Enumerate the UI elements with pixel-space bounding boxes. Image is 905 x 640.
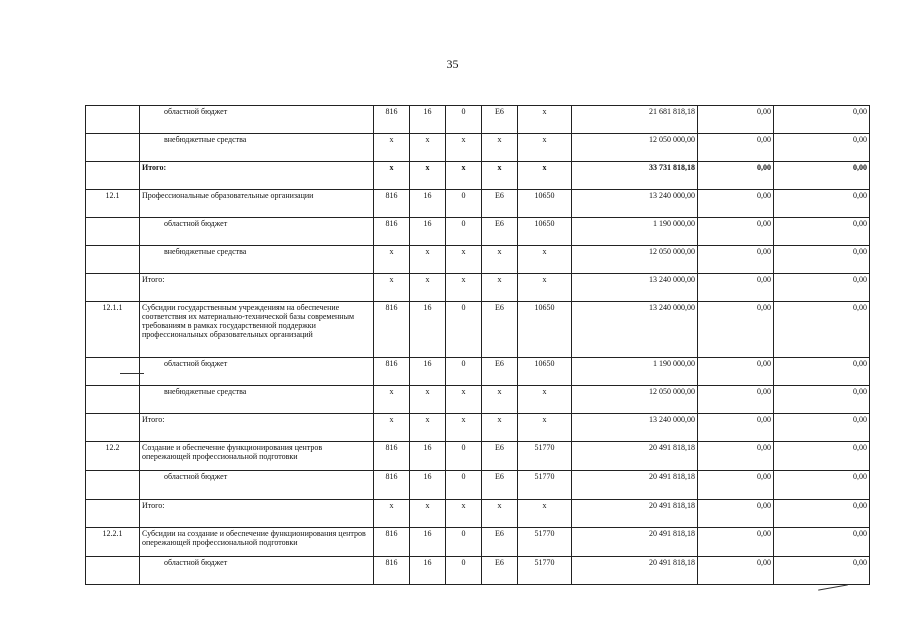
row-code [86, 414, 140, 442]
row-amount: 20 491 818,18 [572, 557, 698, 585]
row-project-code: х [482, 274, 518, 302]
row-project-code: Е6 [482, 442, 518, 471]
row-value-2: 0,00 [698, 246, 774, 274]
row-code: 12.1.1 [86, 302, 140, 358]
row-item-code: 10650 [518, 358, 572, 386]
row-value-3: 0,00 [774, 442, 870, 471]
row-value-3: 0,00 [774, 471, 870, 500]
row-ministry-code: 816 [374, 302, 410, 358]
row-amount: 12 050 000,00 [572, 134, 698, 162]
row-value-3: 0,00 [774, 358, 870, 386]
row-project-code: х [482, 134, 518, 162]
row-item-code: 51770 [518, 528, 572, 557]
row-item-code: 10650 [518, 218, 572, 246]
row-ministry-code: 816 [374, 358, 410, 386]
row-program-code: 0 [446, 218, 482, 246]
row-item-code: х [518, 134, 572, 162]
row-ministry-code: 816 [374, 190, 410, 218]
row-section-code: 16 [410, 218, 446, 246]
row-amount: 13 240 000,00 [572, 302, 698, 358]
row-value-2: 0,00 [698, 414, 774, 442]
row-value-3: 0,00 [774, 557, 870, 585]
row-description: областной бюджет [140, 218, 374, 246]
row-item-code: 10650 [518, 302, 572, 358]
row-amount: 20 491 818,18 [572, 528, 698, 557]
table-row [86, 190, 870, 218]
row-section-code: х [410, 274, 446, 302]
row-ministry-code: х [374, 274, 410, 302]
row-value-3: 0,00 [774, 134, 870, 162]
row-section-code: 16 [410, 471, 446, 500]
table-row [86, 134, 870, 162]
page-number: 35 [446, 57, 459, 71]
row-ministry-code: 816 [374, 528, 410, 557]
row-section-code: 16 [410, 106, 446, 134]
row-section-code: 16 [410, 190, 446, 218]
row-amount: 13 240 000,00 [572, 414, 698, 442]
row-code [86, 500, 140, 528]
row-program-code: х [446, 246, 482, 274]
row-description: областной бюджет [140, 106, 374, 134]
row-ministry-code: 816 [374, 106, 410, 134]
row-program-code: 0 [446, 528, 482, 557]
row-section-code: х [410, 134, 446, 162]
row-project-code: Е6 [482, 218, 518, 246]
row-ministry-code: 816 [374, 557, 410, 585]
row-project-code: х [482, 414, 518, 442]
row-item-code: 51770 [518, 557, 572, 585]
row-project-code: Е6 [482, 190, 518, 218]
row-ministry-code: х [374, 134, 410, 162]
row-section-code: 16 [410, 302, 446, 358]
row-description: областной бюджет [140, 358, 374, 386]
table-row [86, 557, 870, 585]
row-code [86, 134, 140, 162]
row-code: 12.1 [86, 190, 140, 218]
table-row [86, 386, 870, 414]
row-ministry-code: х [374, 246, 410, 274]
row-code: 12.2 [86, 442, 140, 471]
row-ministry-code: х [374, 162, 410, 190]
row-value-3: 0,00 [774, 246, 870, 274]
table-row [86, 471, 870, 500]
row-code: 12.2.1 [86, 528, 140, 557]
row-value-3: 0,00 [774, 106, 870, 134]
row-ministry-code: 816 [374, 442, 410, 471]
row-program-code: х [446, 414, 482, 442]
row-value-2: 0,00 [698, 106, 774, 134]
row-ministry-code: 816 [374, 471, 410, 500]
row-amount: 1 190 000,00 [572, 358, 698, 386]
table-row [86, 218, 870, 246]
row-description: внебюджетные средства [140, 386, 374, 414]
row-description: внебюджетные средства [140, 134, 374, 162]
row-amount: 20 491 818,18 [572, 500, 698, 528]
row-value-3: 0,00 [774, 218, 870, 246]
row-code [86, 162, 140, 190]
row-description: областной бюджет [140, 557, 374, 585]
row-code [86, 246, 140, 274]
row-project-code: Е6 [482, 358, 518, 386]
row-code [86, 274, 140, 302]
row-code [86, 358, 140, 386]
row-program-code: 0 [446, 557, 482, 585]
table-row [86, 274, 870, 302]
row-value-3: 0,00 [774, 528, 870, 557]
margin-mark [818, 584, 848, 590]
row-ministry-code: х [374, 386, 410, 414]
row-value-2: 0,00 [698, 358, 774, 386]
row-section-code: 16 [410, 442, 446, 471]
row-value-3: 0,00 [774, 414, 870, 442]
row-value-3: 0,00 [774, 190, 870, 218]
row-value-2: 0,00 [698, 274, 774, 302]
row-value-2: 0,00 [698, 190, 774, 218]
table-row [86, 302, 870, 358]
row-section-code: х [410, 246, 446, 274]
row-code [86, 386, 140, 414]
row-amount: 13 240 000,00 [572, 274, 698, 302]
table-row [86, 358, 870, 386]
row-description: Профессиональные образовательные организации [140, 190, 374, 218]
row-value-2: 0,00 [698, 302, 774, 358]
row-project-code: Е6 [482, 106, 518, 134]
row-item-code: 10650 [518, 190, 572, 218]
row-value-2: 0,00 [698, 162, 774, 190]
row-value-2: 0,00 [698, 218, 774, 246]
row-item-code: х [518, 162, 572, 190]
row-amount: 1 190 000,00 [572, 218, 698, 246]
row-amount: 20 491 818,18 [572, 442, 698, 471]
row-code [86, 218, 140, 246]
row-section-code: х [410, 162, 446, 190]
row-value-3: 0,00 [774, 302, 870, 358]
row-value-3: 0,00 [774, 162, 870, 190]
row-program-code: 0 [446, 442, 482, 471]
row-program-code: х [446, 162, 482, 190]
row-value-2: 0,00 [698, 134, 774, 162]
row-description: внебюджетные средства [140, 246, 374, 274]
row-description: Итого: [140, 274, 374, 302]
row-amount: 21 681 818,18 [572, 106, 698, 134]
row-code [86, 557, 140, 585]
row-code [86, 106, 140, 134]
row-code [86, 471, 140, 500]
row-program-code: х [446, 386, 482, 414]
row-description: Итого: [140, 162, 374, 190]
row-item-code: х [518, 246, 572, 274]
row-item-code: 51770 [518, 471, 572, 500]
row-project-code: Е6 [482, 302, 518, 358]
table-row [86, 528, 870, 557]
row-description: Создание и обеспечение функционирования центров опережающей профессиональной подготовки [140, 442, 374, 471]
row-description: Субсидии на создание и обеспечение функционирования центров опережающей профессиональной подготовки [140, 528, 374, 557]
row-project-code: х [482, 162, 518, 190]
row-value-3: 0,00 [774, 274, 870, 302]
row-project-code: х [482, 246, 518, 274]
table-row [86, 500, 870, 528]
row-ministry-code: х [374, 500, 410, 528]
row-amount: 33 731 818,18 [572, 162, 698, 190]
budget-table [85, 105, 870, 585]
row-value-2: 0,00 [698, 442, 774, 471]
row-program-code: 0 [446, 471, 482, 500]
row-project-code: Е6 [482, 557, 518, 585]
row-value-3: 0,00 [774, 500, 870, 528]
row-program-code: 0 [446, 302, 482, 358]
row-section-code: 16 [410, 557, 446, 585]
row-description: областной бюджет [140, 471, 374, 500]
row-project-code: Е6 [482, 471, 518, 500]
row-value-2: 0,00 [698, 386, 774, 414]
table-row [86, 106, 870, 134]
table-row [86, 162, 870, 190]
row-section-code: х [410, 500, 446, 528]
row-amount: 20 491 818,18 [572, 471, 698, 500]
row-program-code: 0 [446, 358, 482, 386]
row-section-code: 16 [410, 358, 446, 386]
row-project-code: х [482, 500, 518, 528]
row-section-code: х [410, 386, 446, 414]
row-value-2: 0,00 [698, 528, 774, 557]
row-description: Итого: [140, 500, 374, 528]
row-section-code: 16 [410, 528, 446, 557]
row-description: Субсидии государственным учреждениям на обеспечение соответствия их материально-технической базы современным требованиям в рамках государственной поддержки профессиональных образовательных организаций [140, 302, 374, 358]
margin-mark [120, 373, 144, 374]
row-program-code: х [446, 274, 482, 302]
row-item-code: х [518, 386, 572, 414]
row-project-code: Е6 [482, 528, 518, 557]
row-item-code: х [518, 274, 572, 302]
row-value-3: 0,00 [774, 386, 870, 414]
row-program-code: 0 [446, 190, 482, 218]
row-item-code: х [518, 500, 572, 528]
row-item-code: х [518, 414, 572, 442]
row-ministry-code: х [374, 414, 410, 442]
table-row [86, 442, 870, 471]
row-item-code: 51770 [518, 442, 572, 471]
row-value-2: 0,00 [698, 500, 774, 528]
row-program-code: х [446, 500, 482, 528]
table-row [86, 414, 870, 442]
row-project-code: х [482, 386, 518, 414]
row-value-2: 0,00 [698, 471, 774, 500]
table-row [86, 246, 870, 274]
row-amount: 12 050 000,00 [572, 246, 698, 274]
row-ministry-code: 816 [374, 218, 410, 246]
row-description: Итого: [140, 414, 374, 442]
row-item-code: х [518, 106, 572, 134]
row-program-code: 0 [446, 106, 482, 134]
row-program-code: х [446, 134, 482, 162]
row-amount: 13 240 000,00 [572, 190, 698, 218]
row-amount: 12 050 000,00 [572, 386, 698, 414]
row-section-code: х [410, 414, 446, 442]
row-value-2: 0,00 [698, 557, 774, 585]
